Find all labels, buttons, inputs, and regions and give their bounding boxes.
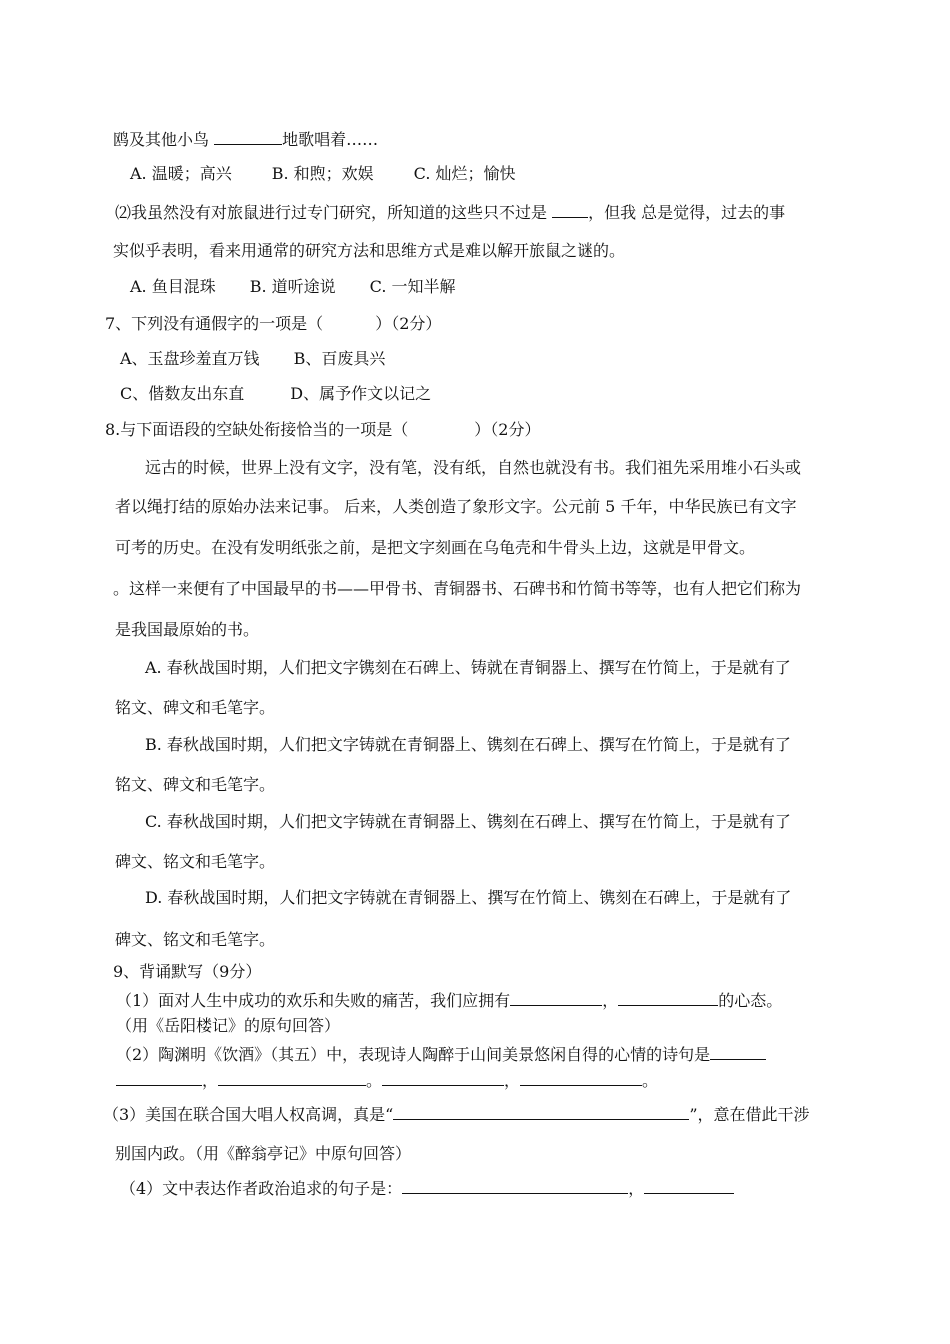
q8-passage-line: 可考的历史。在没有发明纸张之前，是把文字刻画在乌龟壳和牛骨头上边，这就是甲骨文。	[115, 538, 756, 557]
q7-options-row2	[120, 383, 431, 405]
option-b[interactable]: B. 和煦；欢娱	[271, 164, 374, 183]
q8-passage-line: 是我国最原始的书。	[115, 620, 260, 639]
q6-options-2	[130, 276, 456, 298]
answer-blank[interactable]	[402, 1177, 628, 1194]
q8-option-c[interactable]: C. 春秋战国时期，人们把文字铸就在青铜器上、镌刻在石碑上、撰写在竹简上，于是就有了	[145, 812, 791, 831]
q8-option-a[interactable]: A. 春秋战国时期，人们把文字镌刻在石碑上、铸就在青铜器上、撰写在竹简上，于是就有了	[145, 658, 791, 677]
q8-option-a-cont: 铭文、碑文和毛笔字。	[115, 698, 276, 717]
answer-blank[interactable]	[116, 1069, 202, 1086]
q8-option-d[interactable]: D. 春秋战国时期，人们把文字铸就在青铜器上、撰写在竹简上、镌刻在石碑上，于是就有了	[145, 888, 792, 907]
q8-passage-line: 远古的时候，世界上没有文字，没有笔，没有纸，自然也就没有书。我们祖先采用堆小石头或	[145, 458, 802, 477]
option-c[interactable]: C. 灿烂；愉快	[413, 164, 516, 183]
q8-passage-line: 者以绳打结的原始办法来记事。 后来，人类创造了象形文字。公元前 5 千年，中华民族已有文字	[115, 497, 797, 516]
q9-s3-cont: 别国内政。（用《醉翁亭记》中原句回答）	[115, 1144, 412, 1163]
option-a[interactable]: A. 温暖；高兴	[130, 164, 232, 183]
q6-sub2-line1: ⑵我虽然没有对旅鼠进行过专门研究，所知道的这些只不过是 ，但我 总是觉得，过去的事	[115, 203, 786, 222]
q8-option-c-cont: 碑文、铭文和毛笔字。	[115, 852, 276, 871]
option-a[interactable]: A. 鱼目混珠	[130, 277, 216, 296]
q6-options-1	[130, 163, 516, 185]
answer-blank[interactable]	[214, 128, 282, 145]
q7-stem: 7、下列没有通假字的一项是（ ）（2分）	[105, 314, 442, 333]
q8-option-b-cont: 铭文、碑文和毛笔字。	[115, 775, 276, 794]
answer-blank[interactable]	[552, 201, 588, 218]
q9-s1-note: （用《岳阳楼记》的原句回答）	[116, 1016, 341, 1035]
option-a[interactable]: A、玉盘珍羞直万钱	[120, 349, 260, 368]
option-b[interactable]: B. 道听途说	[249, 277, 336, 296]
option-c[interactable]: C. 一知半解	[369, 277, 456, 296]
q9-s2-blanks: ， 。 ， 。	[116, 1069, 658, 1092]
q6-sub2-line2: 实似乎表明，看来用通常的研究方法和思维方式是难以解开旅鼠之谜的。	[113, 241, 626, 260]
answer-blank[interactable]	[393, 1103, 689, 1120]
option-c[interactable]: C、偕数友出东直	[120, 384, 245, 403]
q8-option-d-cont: 碑文、铭文和毛笔字。	[115, 930, 276, 949]
answer-blank[interactable]	[710, 1043, 766, 1060]
answer-blank[interactable]	[520, 1069, 642, 1086]
q9-s2: （2）陶渊明《饮酒》（其五）中，表现诗人陶醉于山间美景悠闲自得的心情的诗句是	[116, 1043, 766, 1066]
answer-blank[interactable]	[618, 989, 718, 1006]
q8-passage-line: 。这样一来便有了中国最早的书——甲骨书、青铜器书、石碑书和竹简书等等，也有人把它们称为	[113, 579, 802, 598]
option-d[interactable]: D、属予作文以记之	[290, 384, 432, 403]
answer-blank[interactable]	[510, 989, 602, 1006]
q9-s3: （3）美国在联合国大唱人权高调，真是“ ”，意在借此干涉	[103, 1105, 810, 1124]
q8-option-b[interactable]: B. 春秋战国时期，人们把文字铸就在青铜器上、镌刻在石碑上、撰写在竹简上，于是就有了	[145, 735, 791, 754]
answer-blank[interactable]	[644, 1177, 734, 1194]
q9-s4: （4）文中表达作者政治追求的句子是： ，	[120, 1177, 734, 1200]
q9-s1: （1）面对人生中成功的欢乐和失败的痛苦，我们应拥有 ， 的心态。	[116, 991, 783, 1010]
q9-stem: 9、背诵默写（9分）	[113, 962, 262, 981]
q6-line1: 鸥及其他小鸟 地歌唱着……	[113, 130, 379, 149]
q8-stem: 8.与下面语段的空缺处衔接恰当的一项是（ ）（2分）	[105, 420, 541, 439]
option-b[interactable]: B、百废具兴	[293, 349, 386, 368]
answer-blank[interactable]	[382, 1069, 504, 1086]
answer-blank[interactable]	[218, 1069, 366, 1086]
q7-options-row1	[120, 348, 385, 370]
